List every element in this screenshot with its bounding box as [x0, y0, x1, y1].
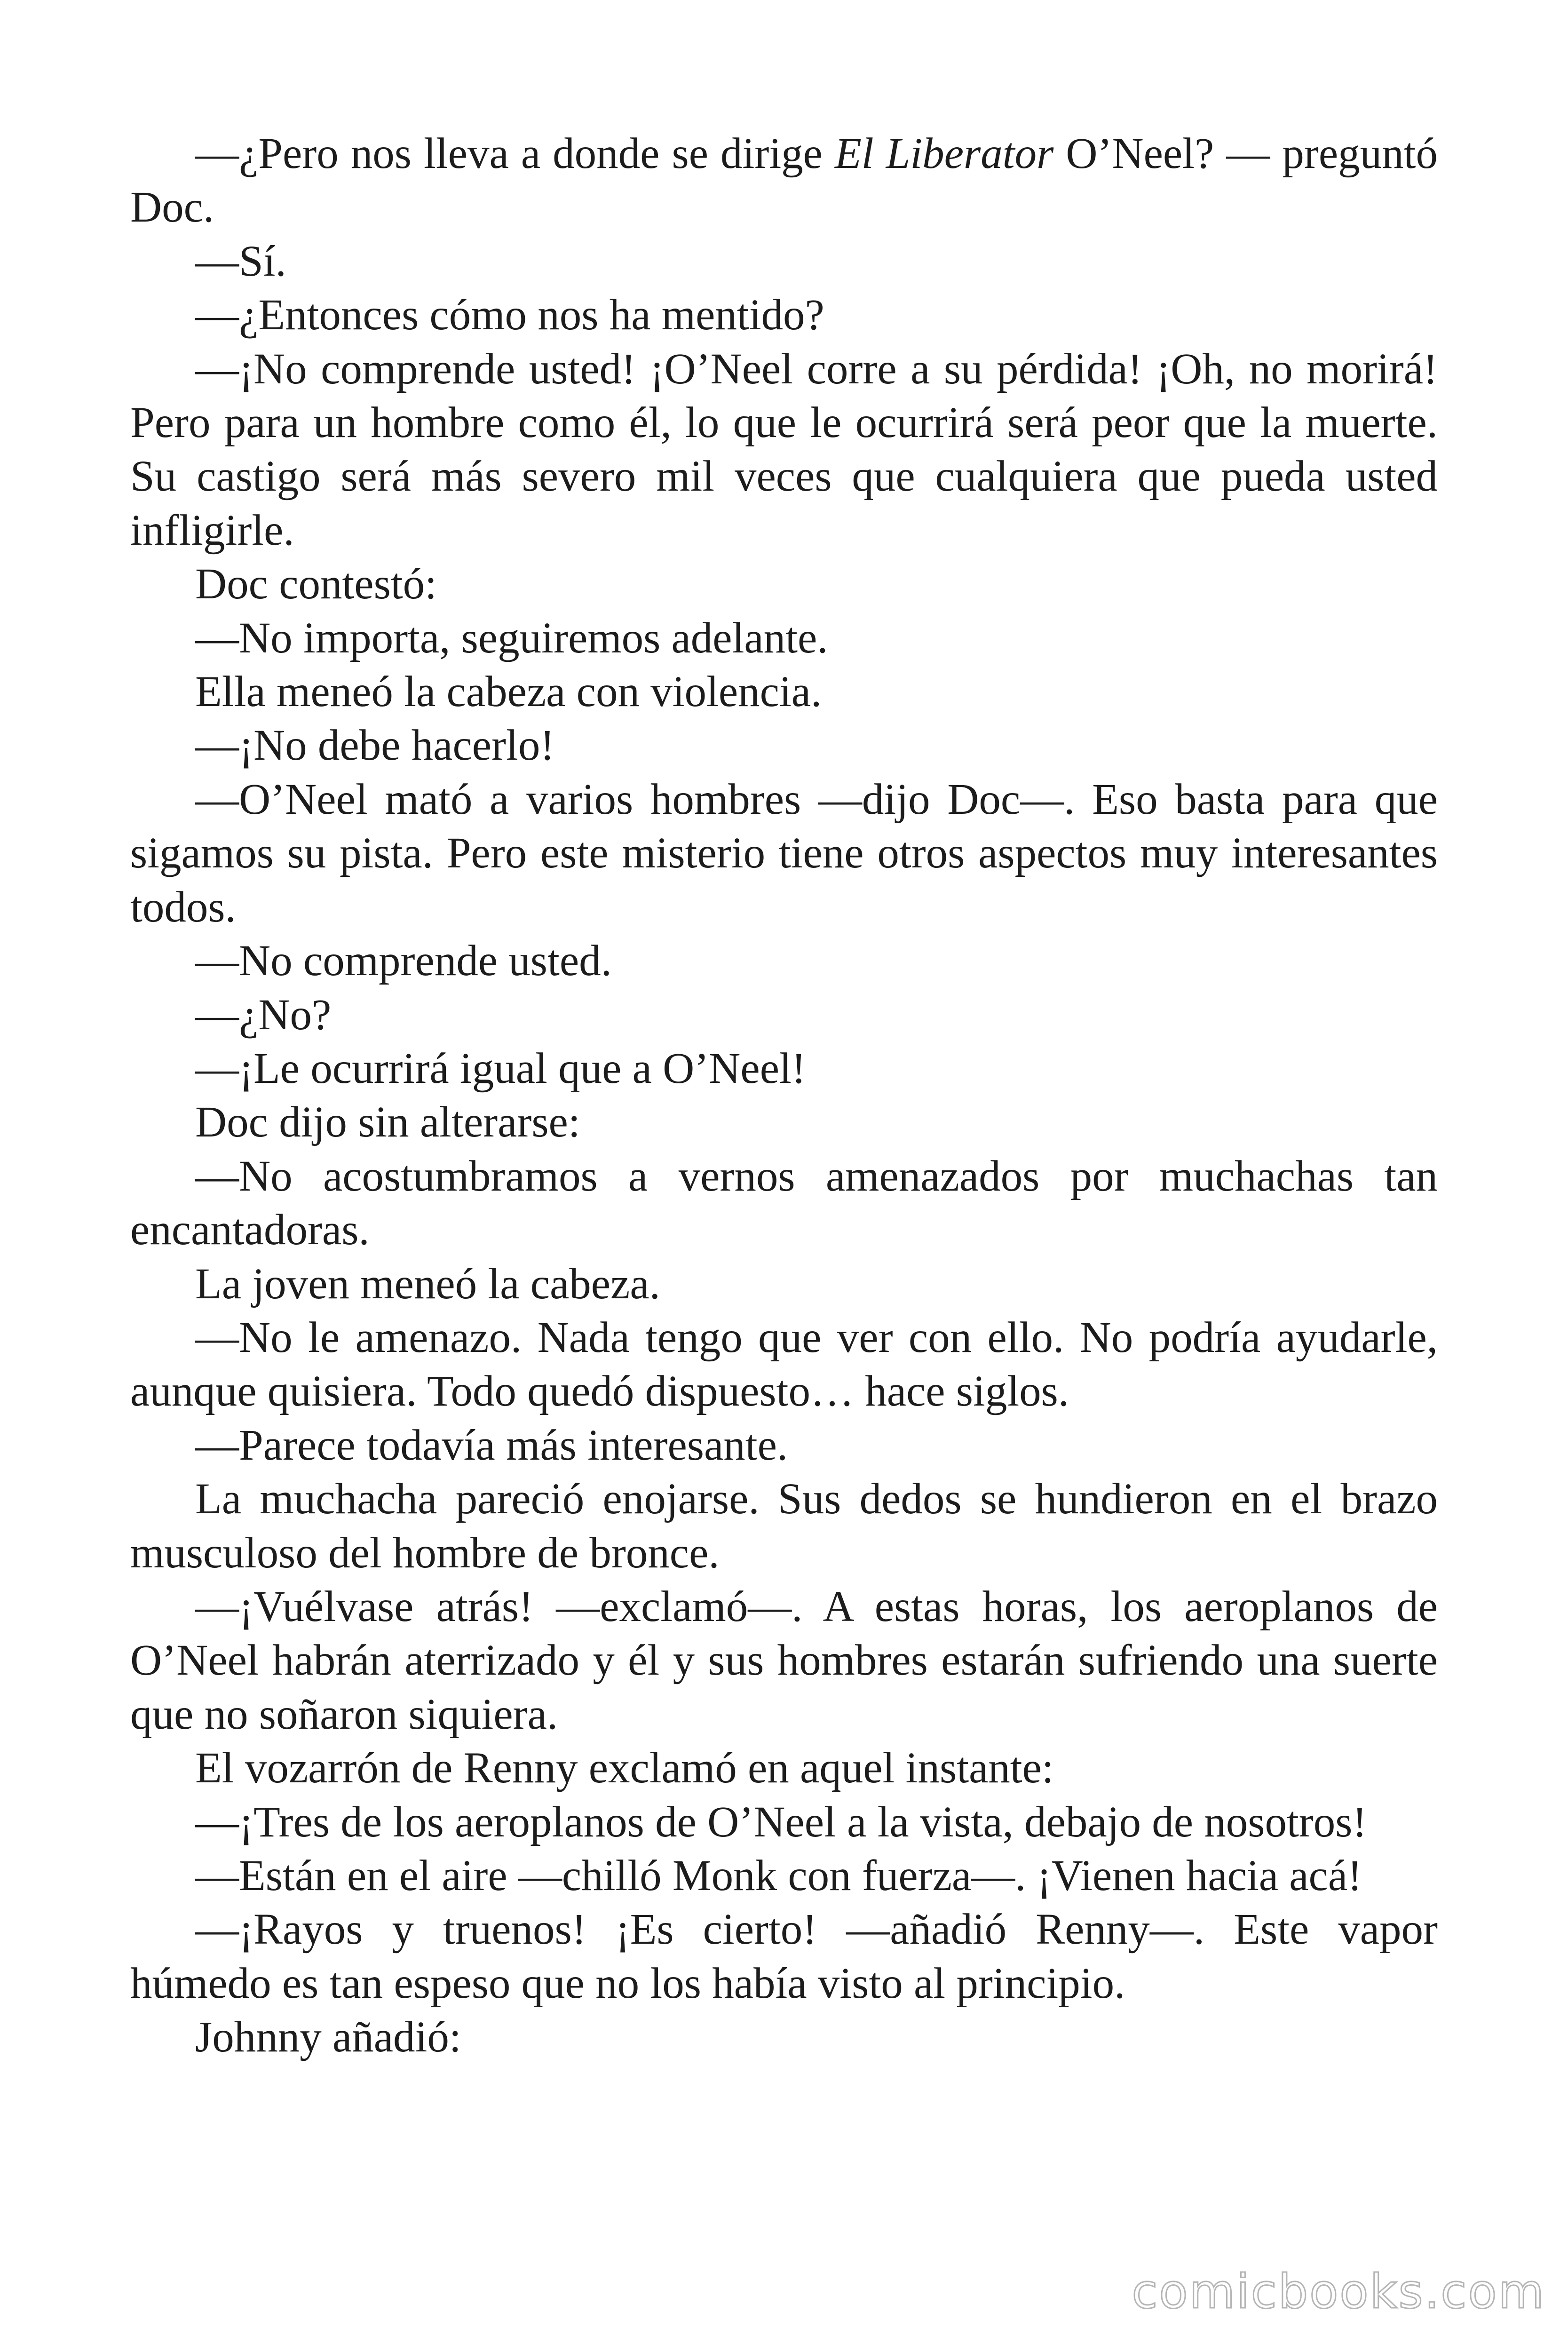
paragraph: El vozarrón de Renny exclamó en aquel instante: [195, 1744, 1054, 1793]
book-page [130, 127, 1438, 2065]
paragraph: —Están en el aire —chilló Monk con fuerza—. ¡Vienen hacia acá! [195, 1851, 1362, 1900]
watermark: comicbooks.com [1132, 2264, 1545, 2319]
paragraph: —No le amenazo. Nada tengo que ver con ello. No podría ayudarle, aunque quisiera. Todo quedó dispuesto… hace siglos. [130, 1313, 1438, 1416]
paragraph [130, 127, 1438, 235]
paragraph: —No acostumbramos a vernos amenazados por muchachas tan encantadoras. [130, 1152, 1438, 1255]
paragraph-text: —¿Pero nos lleva a donde se dirige [195, 129, 835, 178]
paragraph: —No comprende usted. [195, 937, 612, 985]
paragraph: —¡Rayos y truenos! ¡Es cierto! —añadió Renny—. Este vapor húmedo es tan espeso que no los había visto al principio. [130, 1905, 1438, 2008]
paragraph: —Parece todavía más interesante. [195, 1421, 788, 1470]
ship-name-italic: El Liberator [835, 129, 1054, 178]
paragraph: —No importa, seguiremos adelante. [195, 613, 828, 662]
paragraph: —¿Entonces cómo nos ha mentido? [195, 291, 824, 340]
paragraph: Doc contestó: [195, 560, 437, 609]
paragraph: Johnny añadió: [195, 2013, 461, 2062]
paragraph: —Sí. [195, 237, 286, 286]
paragraph: Ella meneó la cabeza con violencia. [195, 667, 822, 716]
paragraph: —¡No debe hacerlo! [195, 721, 555, 770]
paragraph-text: O’Neel? — preguntó Doc. [130, 129, 1438, 232]
paragraph: —¡Le ocurrirá igual que a O’Neel! [195, 1044, 806, 1093]
paragraph: —¡Vuélvase atrás! —exclamó—. A estas horas, los aeroplanos de O’Neel habrán aterrizado y él y sus hombres estarán sufriendo una suerte que no soñaron siquiera. [130, 1582, 1438, 1739]
paragraph: —¿No? [195, 990, 332, 1039]
paragraph: —O’Neel mató a varios hombres —dijo Doc—. Eso basta para que sigamos su pista. Pero este misterio tiene otros aspectos muy interesantes todos. [130, 775, 1438, 931]
paragraph: Doc dijo sin alterarse: [195, 1098, 580, 1147]
paragraph: La joven meneó la cabeza. [195, 1259, 660, 1308]
paragraph: —¡No comprende usted! ¡O’Neel corre a su pérdida! ¡Oh, no morirá! Pero para un hombre como él, lo que le ocurrirá será peor que la muerte. Su castigo será más severo mil veces que cualquiera que pueda usted infligirle. [130, 344, 1438, 555]
paragraph: —¡Tres de los aeroplanos de O’Neel a la vista, debajo de nosotros! [195, 1797, 1367, 1846]
paragraph: La muchacha pareció enojarse. Sus dedos se hundieron en el brazo musculoso del hombre de bronce. [130, 1475, 1438, 1577]
